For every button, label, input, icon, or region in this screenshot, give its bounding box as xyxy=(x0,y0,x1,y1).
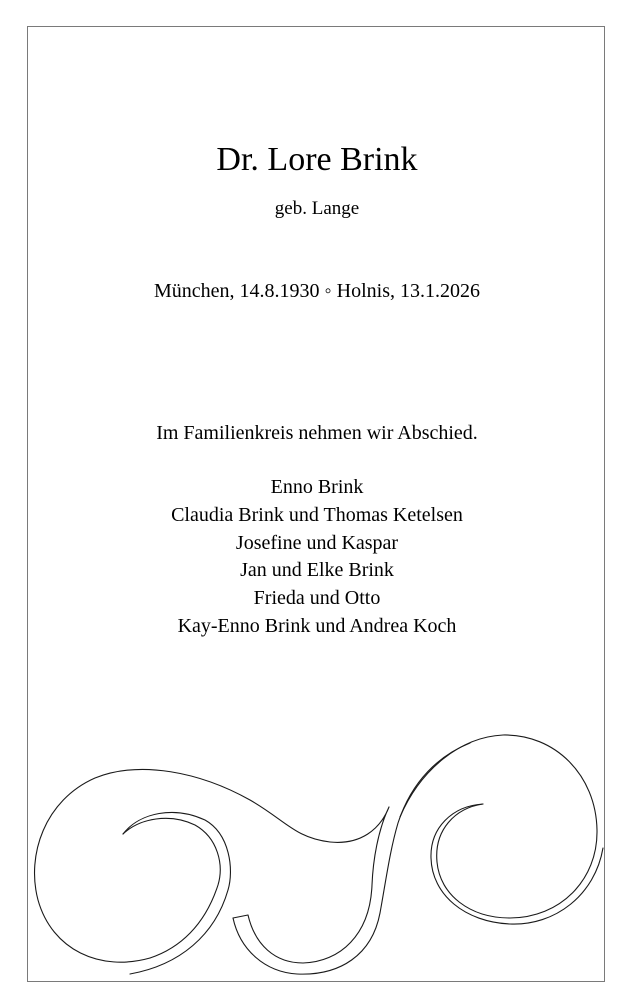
maiden-name: geb. Lange xyxy=(274,198,360,219)
mourner-name: Enno Brink xyxy=(270,476,364,498)
mourners-list xyxy=(0,474,634,641)
mourner-name: Frieda und Otto xyxy=(253,587,381,610)
life-dates: München, 14.8.1930 ◦ Holnis, 13.1.2026 xyxy=(154,280,480,302)
mourner-name: Claudia Brink und Thomas Ketelsen xyxy=(171,503,463,526)
mourner-name: Jan und Elke Brink xyxy=(240,559,394,582)
farewell-text: Im Familienkreis nehmen wir Abschied. xyxy=(156,422,478,444)
mourner-name: Josefine und Kaspar xyxy=(235,531,399,554)
mourner-name: Kay-Enno Brink und Andrea Koch xyxy=(177,614,457,637)
deceased-name: Dr. Lore Brink xyxy=(216,141,418,178)
